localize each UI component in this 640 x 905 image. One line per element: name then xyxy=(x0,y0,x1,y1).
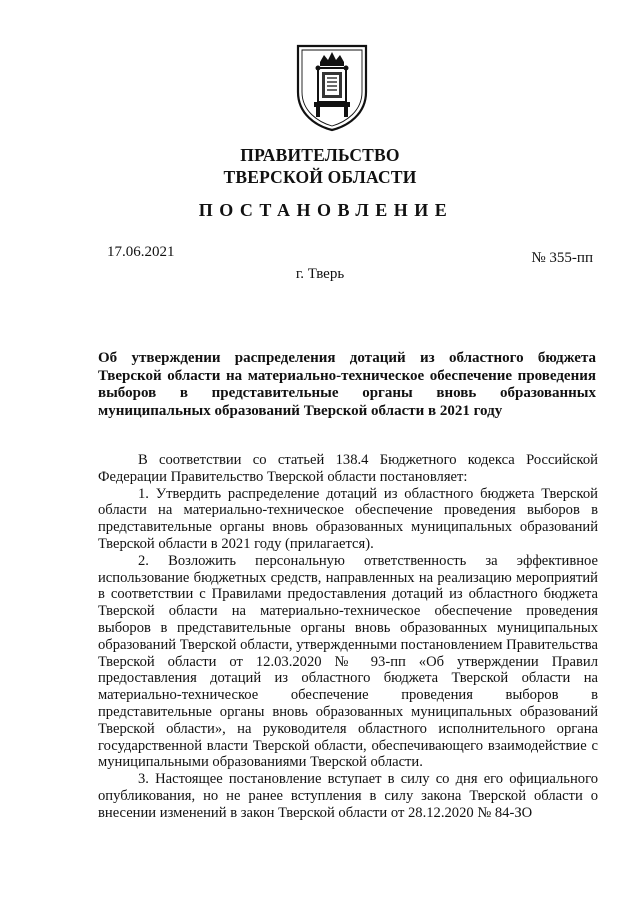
organization-name xyxy=(0,144,640,188)
body-paragraph-2: 2. Возложить персональную ответственность за эффективное использование бюджетных средств, направленных на реализацию мероприятий в соответствии с Правилами предоставления дотаций из областного бюджета Тверской области на материально-техническое обеспечение проведения выборов в представительные органы вновь образованных муниципальных образований Тверской области, утвержденными постановлением Правительства Тверской области от 12.03.2020 № 93-пп «Об утверждении Правил предоставления дотаций из областного бюджета Тверской области на материально-техническое обеспечение проведения выборов в представительные органы вновь образованных муниципальных образований Тверской области», на руководителя областного исполнительного органа государственной власти Тверской области, обеспечивающего взаимодействие с муниципальными образованиями Тверской области. xyxy=(98,552,598,771)
preamble-paragraph: В соответствии со статьей 138.4 Бюджетного кодекса Российской Федерации Правительство Тверской области постановляет: xyxy=(98,452,598,485)
document-date: 17.06.2021 xyxy=(107,244,175,260)
document-number: № 355-пп xyxy=(531,250,593,266)
document-city: г. Тверь xyxy=(295,266,345,282)
document-body xyxy=(98,452,598,822)
body-paragraph-3: 3. Настоящее постановление вступает в силу со дня его официального опубликования, но не ранее вступления в силу закона Тверской области о внесении изменений в закон Тверской области от 28.12.2020 № 84-ЗО xyxy=(98,771,598,821)
organization-name-line1: ПРАВИТЕЛЬСТВО xyxy=(240,145,400,165)
document-type: ПОСТАНОВЛЕНИЕ xyxy=(198,200,454,220)
organization-name-line2: ТВЕРСКОЙ ОБЛАСТИ xyxy=(223,167,417,187)
body-paragraph-1: 1. Утвердить распределение дотаций из областного бюджета Тверской области на материально-техническое обеспечение проведения выборов в представительные органы вновь образованных муниципальных образований Тверской области в 2021 году (прилагается). xyxy=(98,485,598,552)
tver-oblast-coat-of-arms-icon xyxy=(294,42,370,132)
document-subject: Об утверждении распределения дотаций из областного бюджета Тверской области на материально-техническое обеспечение проведения выборов в представительные органы вновь образованных муниципальных образований Тверской области в 2021 году xyxy=(98,350,596,419)
